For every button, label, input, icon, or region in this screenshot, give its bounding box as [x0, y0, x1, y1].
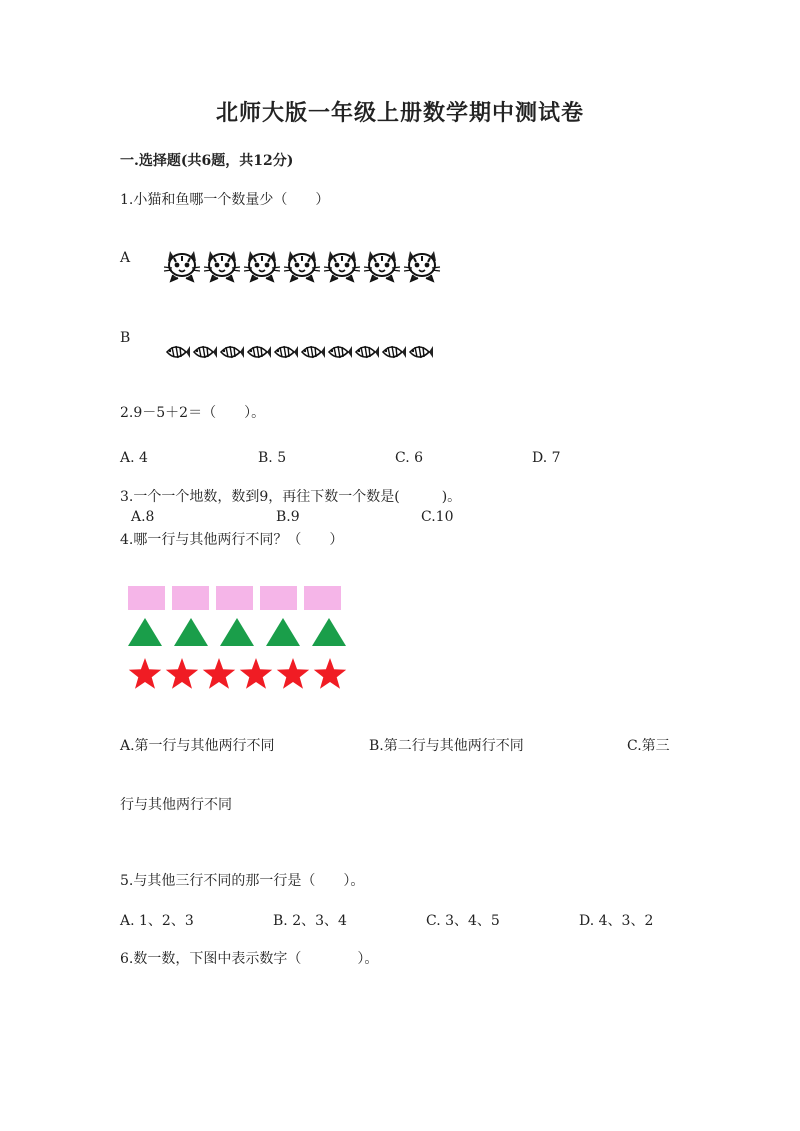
fish-icon: [272, 340, 299, 364]
question-2-option-a: A. 4: [120, 450, 148, 466]
fish-icon: [299, 340, 326, 364]
fish-icon: [218, 340, 245, 364]
section-heading: 一.选择题(共6题，共12分): [120, 153, 294, 169]
star-shape: [165, 658, 199, 690]
cat-icon: [402, 247, 442, 283]
triangle-shape: [266, 618, 300, 646]
question-1: 1.小猫和鱼哪一个数量少（ ）: [120, 192, 330, 208]
question-4-option-c-wrap: 行与其他两行不同: [120, 797, 232, 813]
question-2-option-b: B. 5: [258, 450, 287, 466]
cat-icon: [242, 247, 282, 283]
fish-icon: [380, 340, 407, 364]
cat-icon: [202, 247, 242, 283]
star-shape: [128, 658, 162, 690]
square-shape: [260, 586, 297, 610]
fish-icon: [407, 340, 434, 364]
question-5: 5.与其他三行不同的那一行是（ ）。: [120, 873, 365, 889]
question-5-option-a: A. 1、2、3: [120, 913, 194, 929]
triangle-shape: [312, 618, 346, 646]
question-2-option-c: C. 6: [395, 450, 424, 466]
triangle-shape: [220, 618, 254, 646]
fish-icon: [326, 340, 353, 364]
question-5-option-b: B. 2、3、4: [273, 913, 347, 929]
question-1-option-a: A: [120, 250, 131, 266]
cat-icon: [362, 247, 402, 283]
question-4-option-a: A.第一行与其他两行不同: [120, 738, 275, 754]
question-2: 2.9－5＋2＝（ ）。: [120, 405, 266, 421]
square-row: [128, 586, 341, 610]
fish-icon: [191, 340, 218, 364]
fish-icon: [164, 340, 191, 364]
question-6: 6.数一数，下图中表示数字（ ）。: [120, 951, 379, 967]
square-shape: [128, 586, 165, 610]
question-3-option-b: B.9: [276, 509, 300, 525]
cat-icon: [322, 247, 362, 283]
star-row: [128, 658, 347, 690]
square-shape: [304, 586, 341, 610]
star-shape: [276, 658, 310, 690]
fish-icons-row: [164, 340, 434, 364]
question-2-option-d: D. 7: [532, 450, 561, 466]
question-4-option-c: C.第三: [627, 738, 670, 754]
cat-icons-row: [162, 247, 442, 283]
star-shape: [313, 658, 347, 690]
question-4: 4.哪一行与其他两行不同？（ ）: [120, 532, 344, 548]
question-4-option-b: B.第二行与其他两行不同: [369, 738, 524, 754]
question-3-option-c: C.10: [421, 509, 454, 525]
square-shape: [172, 586, 209, 610]
fish-icon: [353, 340, 380, 364]
question-3: 3.一个一个地数，数到9，再往下数一个数是( )。: [120, 489, 462, 505]
square-shape: [216, 586, 253, 610]
question-1-option-b: B: [120, 330, 131, 346]
star-shape: [202, 658, 236, 690]
triangle-row: [128, 618, 346, 646]
question-3-option-a: A.8: [131, 509, 155, 525]
question-5-option-d: D. 4、3、2: [579, 913, 654, 929]
star-shape: [239, 658, 273, 690]
cat-icon: [162, 247, 202, 283]
question-5-option-c: C. 3、4、5: [426, 913, 500, 929]
cat-icon: [282, 247, 322, 283]
triangle-shape: [128, 618, 162, 646]
fish-icon: [245, 340, 272, 364]
triangle-shape: [174, 618, 208, 646]
page-title: 北师大版一年级上册数学期中测试卷: [215, 100, 584, 126]
